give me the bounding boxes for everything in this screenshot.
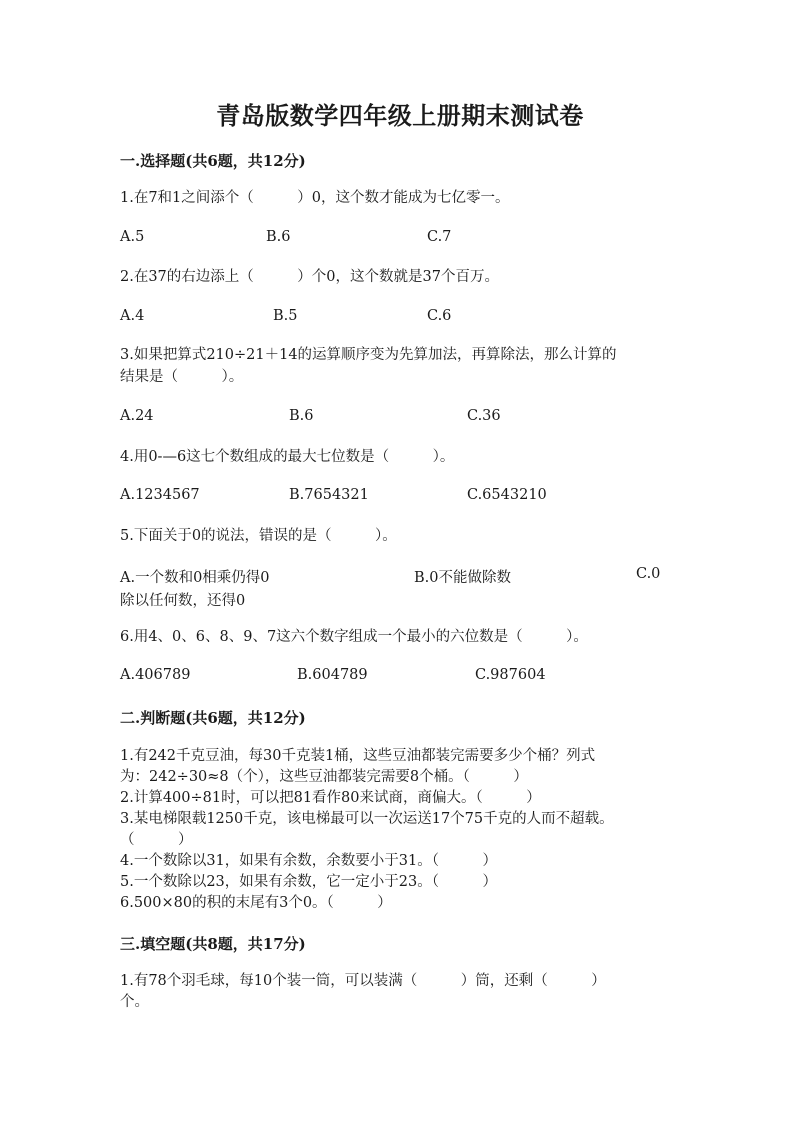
- statement-line: 2.计算400÷81时，可以把81看作80来试商，商偏大。（ ）: [120, 790, 541, 806]
- page-title: 青岛版数学四年级上册期末测试卷: [216, 101, 584, 130]
- option-b: B.0不能做除数: [414, 570, 511, 586]
- option-a: A.406789: [120, 667, 191, 683]
- question-text: 结果是（ ）。: [120, 369, 244, 385]
- question-text: 个。: [120, 994, 149, 1010]
- option-a: A.24: [120, 408, 154, 424]
- option-c: C.987604: [475, 667, 546, 683]
- option-b: B.604789: [297, 667, 368, 683]
- option-a: A.5: [120, 229, 145, 245]
- option-c: C.6543210: [467, 487, 547, 503]
- statement-line: 5.一个数除以23，如果有余数，它一定小于23。（ ）: [120, 874, 497, 890]
- statement-line: （ ）: [120, 832, 193, 848]
- statement-line: 3.某电梯限载1250千克，该电梯最可以一次运送17个75千克的人而不超载。: [120, 811, 614, 827]
- section-heading-judge: 二.判断题(共6题，共12分): [120, 709, 306, 727]
- question-text: 2.在37的右边添上（ ）个0，这个数就是37个百万。: [120, 269, 499, 285]
- option-a: A.4: [120, 308, 145, 324]
- option-b: B.6: [266, 229, 291, 245]
- option-a: A.1234567: [120, 487, 200, 503]
- option-c: C.0: [636, 566, 661, 582]
- statement-line: 6.500×80的积的末尾有3个0。（ ）: [120, 895, 392, 911]
- section-heading-fill: 三.填空题(共8题，共17分): [120, 935, 306, 953]
- question-text: 1.有78个羽毛球，每10个装一筒，可以装满（ ）筒，还剩（ ）: [120, 973, 606, 989]
- statement-line: 4.一个数除以31，如果有余数，余数要小于31。（ ）: [120, 853, 497, 869]
- option-c: C.7: [427, 229, 452, 245]
- option-b: B.5: [273, 308, 298, 324]
- question-text: 3.如果把算式210÷21＋14的运算顺序变为先算加法，再算除法，那么计算的: [120, 347, 617, 363]
- statement-line: 1.有242千克豆油，每30千克装1桶，这些豆油都装完需要多少个桶？列式: [120, 748, 596, 764]
- question-text: 6.用4、0、6、8、9、7这六个数字组成一个最小的六位数是（ ）。: [120, 629, 588, 645]
- question-text: 5.下面关于0的说法，错误的是（ ）。: [120, 528, 397, 544]
- option-c: C.36: [467, 408, 501, 424]
- question-text: 4.用0-—6这七个数组成的最大七位数是（ ）。: [120, 449, 455, 465]
- option-c-continued: 除以任何数，还得0: [120, 593, 246, 609]
- option-b: B.6: [289, 408, 314, 424]
- option-b: B.7654321: [289, 487, 369, 503]
- statement-line: 为：242÷30≈8（个），这些豆油都装完需要8个桶。（ ）: [120, 769, 528, 785]
- question-text: 1.在7和1之间添个（ ）0，这个数才能成为七亿零一。: [120, 190, 510, 206]
- option-a: A.一个数和0相乘仍得0: [120, 570, 270, 586]
- option-c: C.6: [427, 308, 452, 324]
- section-heading-choice: 一.选择题(共6题，共12分): [120, 152, 306, 170]
